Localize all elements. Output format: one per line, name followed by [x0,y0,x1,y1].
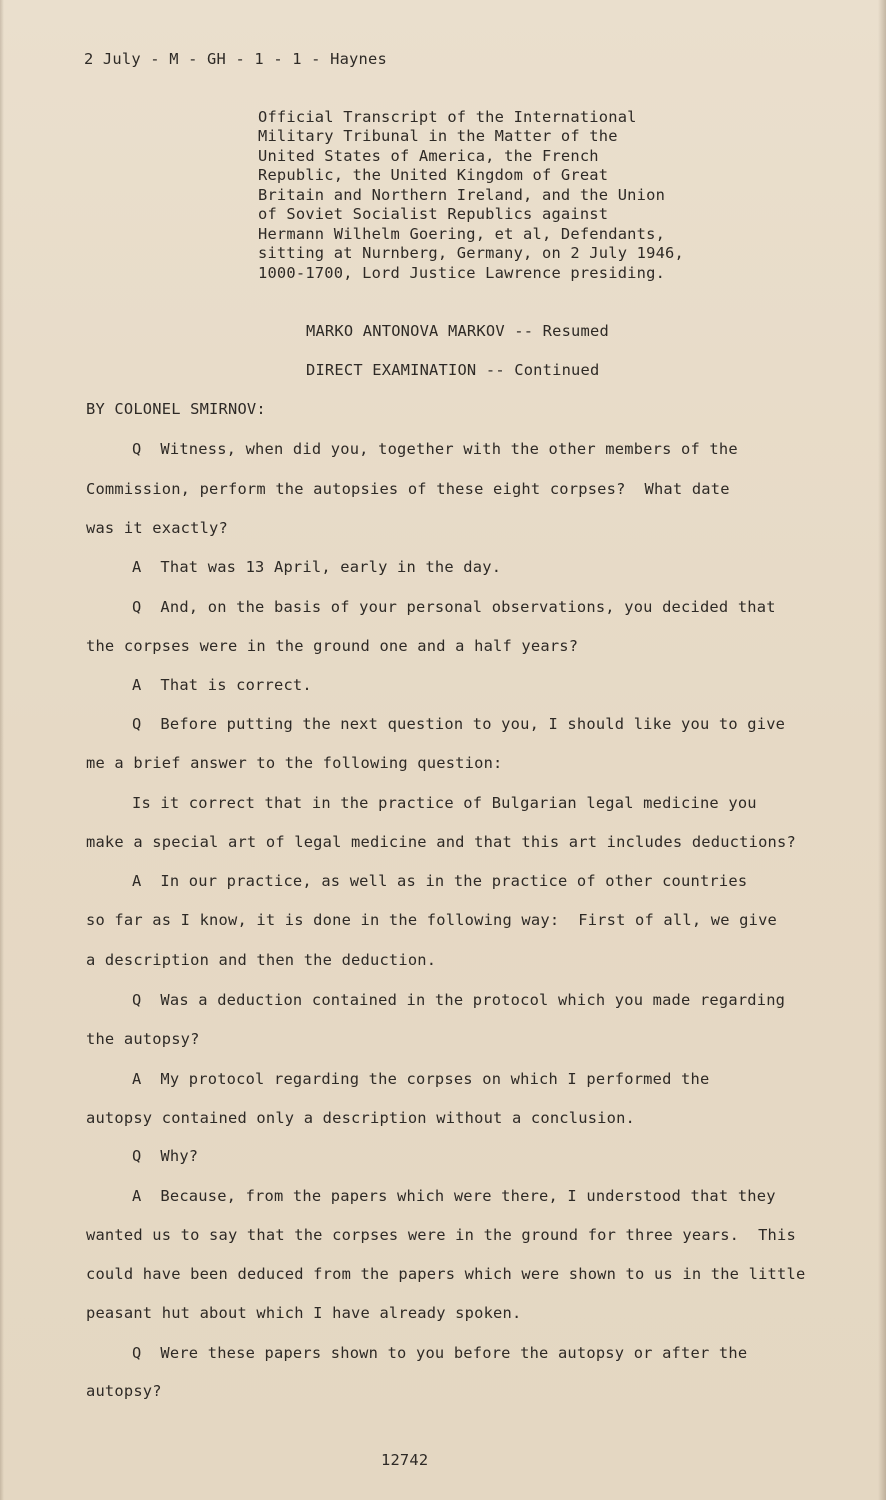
caption-line: Military Tribunal in the Matter of the [258,127,618,145]
caption-line: Britain and Northern Ireland, and the Union [258,186,666,204]
text-line: the corpses were in the ground one and a half years? [86,637,579,655]
text-line: make a special art of legal medicine and that this art includes deductions? [86,833,796,851]
text-line: so far as I know, it is done in the following way: First of all, we give [86,911,778,929]
page-header: 2 July - M - GH - 1 - 1 - Haynes [84,50,387,68]
paper-edge-left [0,0,4,1500]
answer-line: A That was 13 April, early in the day. [132,558,502,576]
text-line: Commission, perform the autopsies of these eight corpses? What date [86,480,730,498]
caption-line: sitting at Nurnberg, Germany, on 2 July 1946, [258,244,684,262]
caption-line: Republic, the United Kingdom of Great [258,166,609,184]
text-line: a description and then the deduction. [86,951,437,969]
examination-heading: DIRECT EXAMINATION -- Continued [306,361,600,379]
question-line: Q Why? [132,1147,199,1165]
paper-edge-right [878,0,886,1500]
answer-line: A My protocol regarding the corpses on which I performed the [132,1070,710,1088]
question-line: Q Were these papers shown to you before the autopsy or after the [132,1344,748,1362]
text-line: was it exactly? [86,519,228,537]
text-line: me a brief answer to the following question: [86,754,503,772]
question-line: Q Was a deduction contained in the protocol which you made regarding [132,991,786,1009]
text-line: could have been deduced from the papers which were shown to us in the little [86,1265,806,1283]
answer-line: A In our practice, as well as in the practice of other countries [132,872,748,890]
text-line: autopsy? [86,1382,162,1400]
question-line: Q Witness, when did you, together with the other members of the [132,440,738,458]
answer-line: A That is correct. [132,676,312,694]
caption-line: Official Transcript of the International [258,108,637,126]
text-line: autopsy contained only a description without a conclusion. [86,1109,636,1127]
caption-line: 1000-1700, Lord Justice Lawrence presiding. [258,264,666,282]
answer-line: A Because, from the papers which were there, I understood that they [132,1187,776,1205]
text-line: peasant hut about which I have already spoken. [86,1304,522,1322]
page-number: 12742 [381,1451,429,1469]
question-line: Q And, on the basis of your personal observations, you decided that [132,598,776,616]
witness-heading: MARKO ANTONOVA MARKOV -- Resumed [306,322,609,340]
caption-line: United States of America, the French [258,147,599,165]
text-line: wanted us to say that the corpses were in the ground for three years. This [86,1226,796,1244]
text-line: the autopsy? [86,1030,200,1048]
examiner-label: BY COLONEL SMIRNOV: [86,400,266,418]
question-line: Q Before putting the next question to you, I should like you to give [132,715,786,733]
caption-line: of Soviet Socialist Republics against [258,205,609,223]
text-line: Is it correct that in the practice of Bulgarian legal medicine you [132,794,757,812]
caption-line: Hermann Wilhelm Goering, et al, Defendants, [258,225,666,243]
